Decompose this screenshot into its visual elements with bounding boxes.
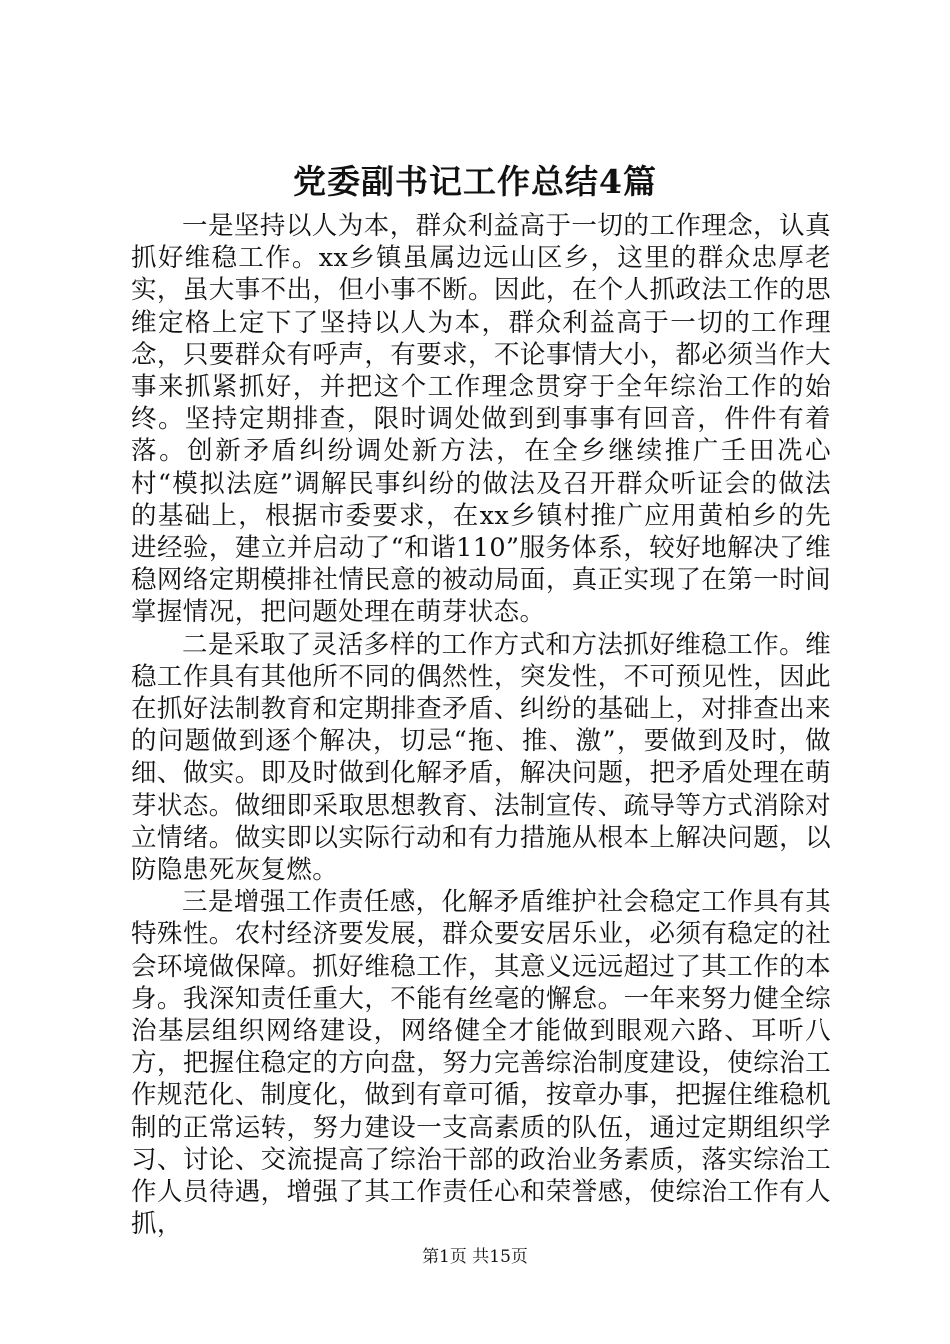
page-footer: 第1页 共15页 xyxy=(422,1247,528,1267)
paragraph-3: 三是增强工作责任感，化解矛盾维护社会稳定工作具有其特殊性。农村经济要发展，群众要安居乐业，必须有稳定的社会环境做保障。抓好维稳工作，其意义远远超过了其工作的本身。我深知责任重大，不能有丝毫的懈怠。一年来努力健全综治基层组织网络建设，网络健全才能做到眼观六路、耳听八方，把握住稳定的方向盘，努力完善综治制度建设，使综治工作规范化、制度化，做到有章可循，按章办事，把握住维稳机制的正常运转，努力建设一支高素质的队伍，通过定期组织学习、讨论、交流提高了综治干部的政治业务素质，落实综治工作人员待遇，增强了其工作责任心和荣誉感，使综治工作有人抓， xyxy=(131,887,831,1240)
paragraph-2: 二是采取了灵活多样的工作方式和方法抓好维稳工作。维稳工作具有其他所不同的偶然性，突发性，不可预见性，因此在抓好法制教育和定期排查矛盾、纠纷的基础上，对排查出来的问题做到逐个解决，切忌“拖、推、激”，要做到及时，做细、做实。即及时做到化解矛盾，解决问题，把矛盾处理在萌芽状态。做细即采取思想教育、法制宣传、疏导等方式消除对立情绪。做实即以实际行动和有力措施从根本上解决问题，以防隐患死灰复燃。 xyxy=(131,629,831,886)
document-body xyxy=(131,210,831,1241)
paragraph-1: 一是坚持以人为本，群众利益高于一切的工作理念，认真抓好维稳工作。xx乡镇虽属边远山区乡，这里的群众忠厚老实，虽大事不出，但小事不断。因此，在个人抓政法工作的思维定格上定下了坚持以人为本，群众利益高于一切的工作理念，只要群众有呼声，有要求，不论事情大小，都必须当作大事来抓紧抓好，并把这个工作理念贯穿于全年综治工作的始终。坚持定期排查，限时调处做到到事事有回音，件件有着落。创新矛盾纠纷调处新方法，在全乡继续推广壬田冼心村“模拟法庭”调解民事纠纷的做法及召开群众听证会的做法的基础上，根据市委要求，在xx乡镇村推广应用黄柏乡的先进经验，建立并启动了“和谐110”服务体系，较好地解决了维稳网络定期模排社情民意的被动局面，真正实现了在第一时间掌握情况，把问题处理在萌芽状态。 xyxy=(131,211,831,628)
document-title: 党委副书记工作总结4篇 xyxy=(293,162,657,201)
